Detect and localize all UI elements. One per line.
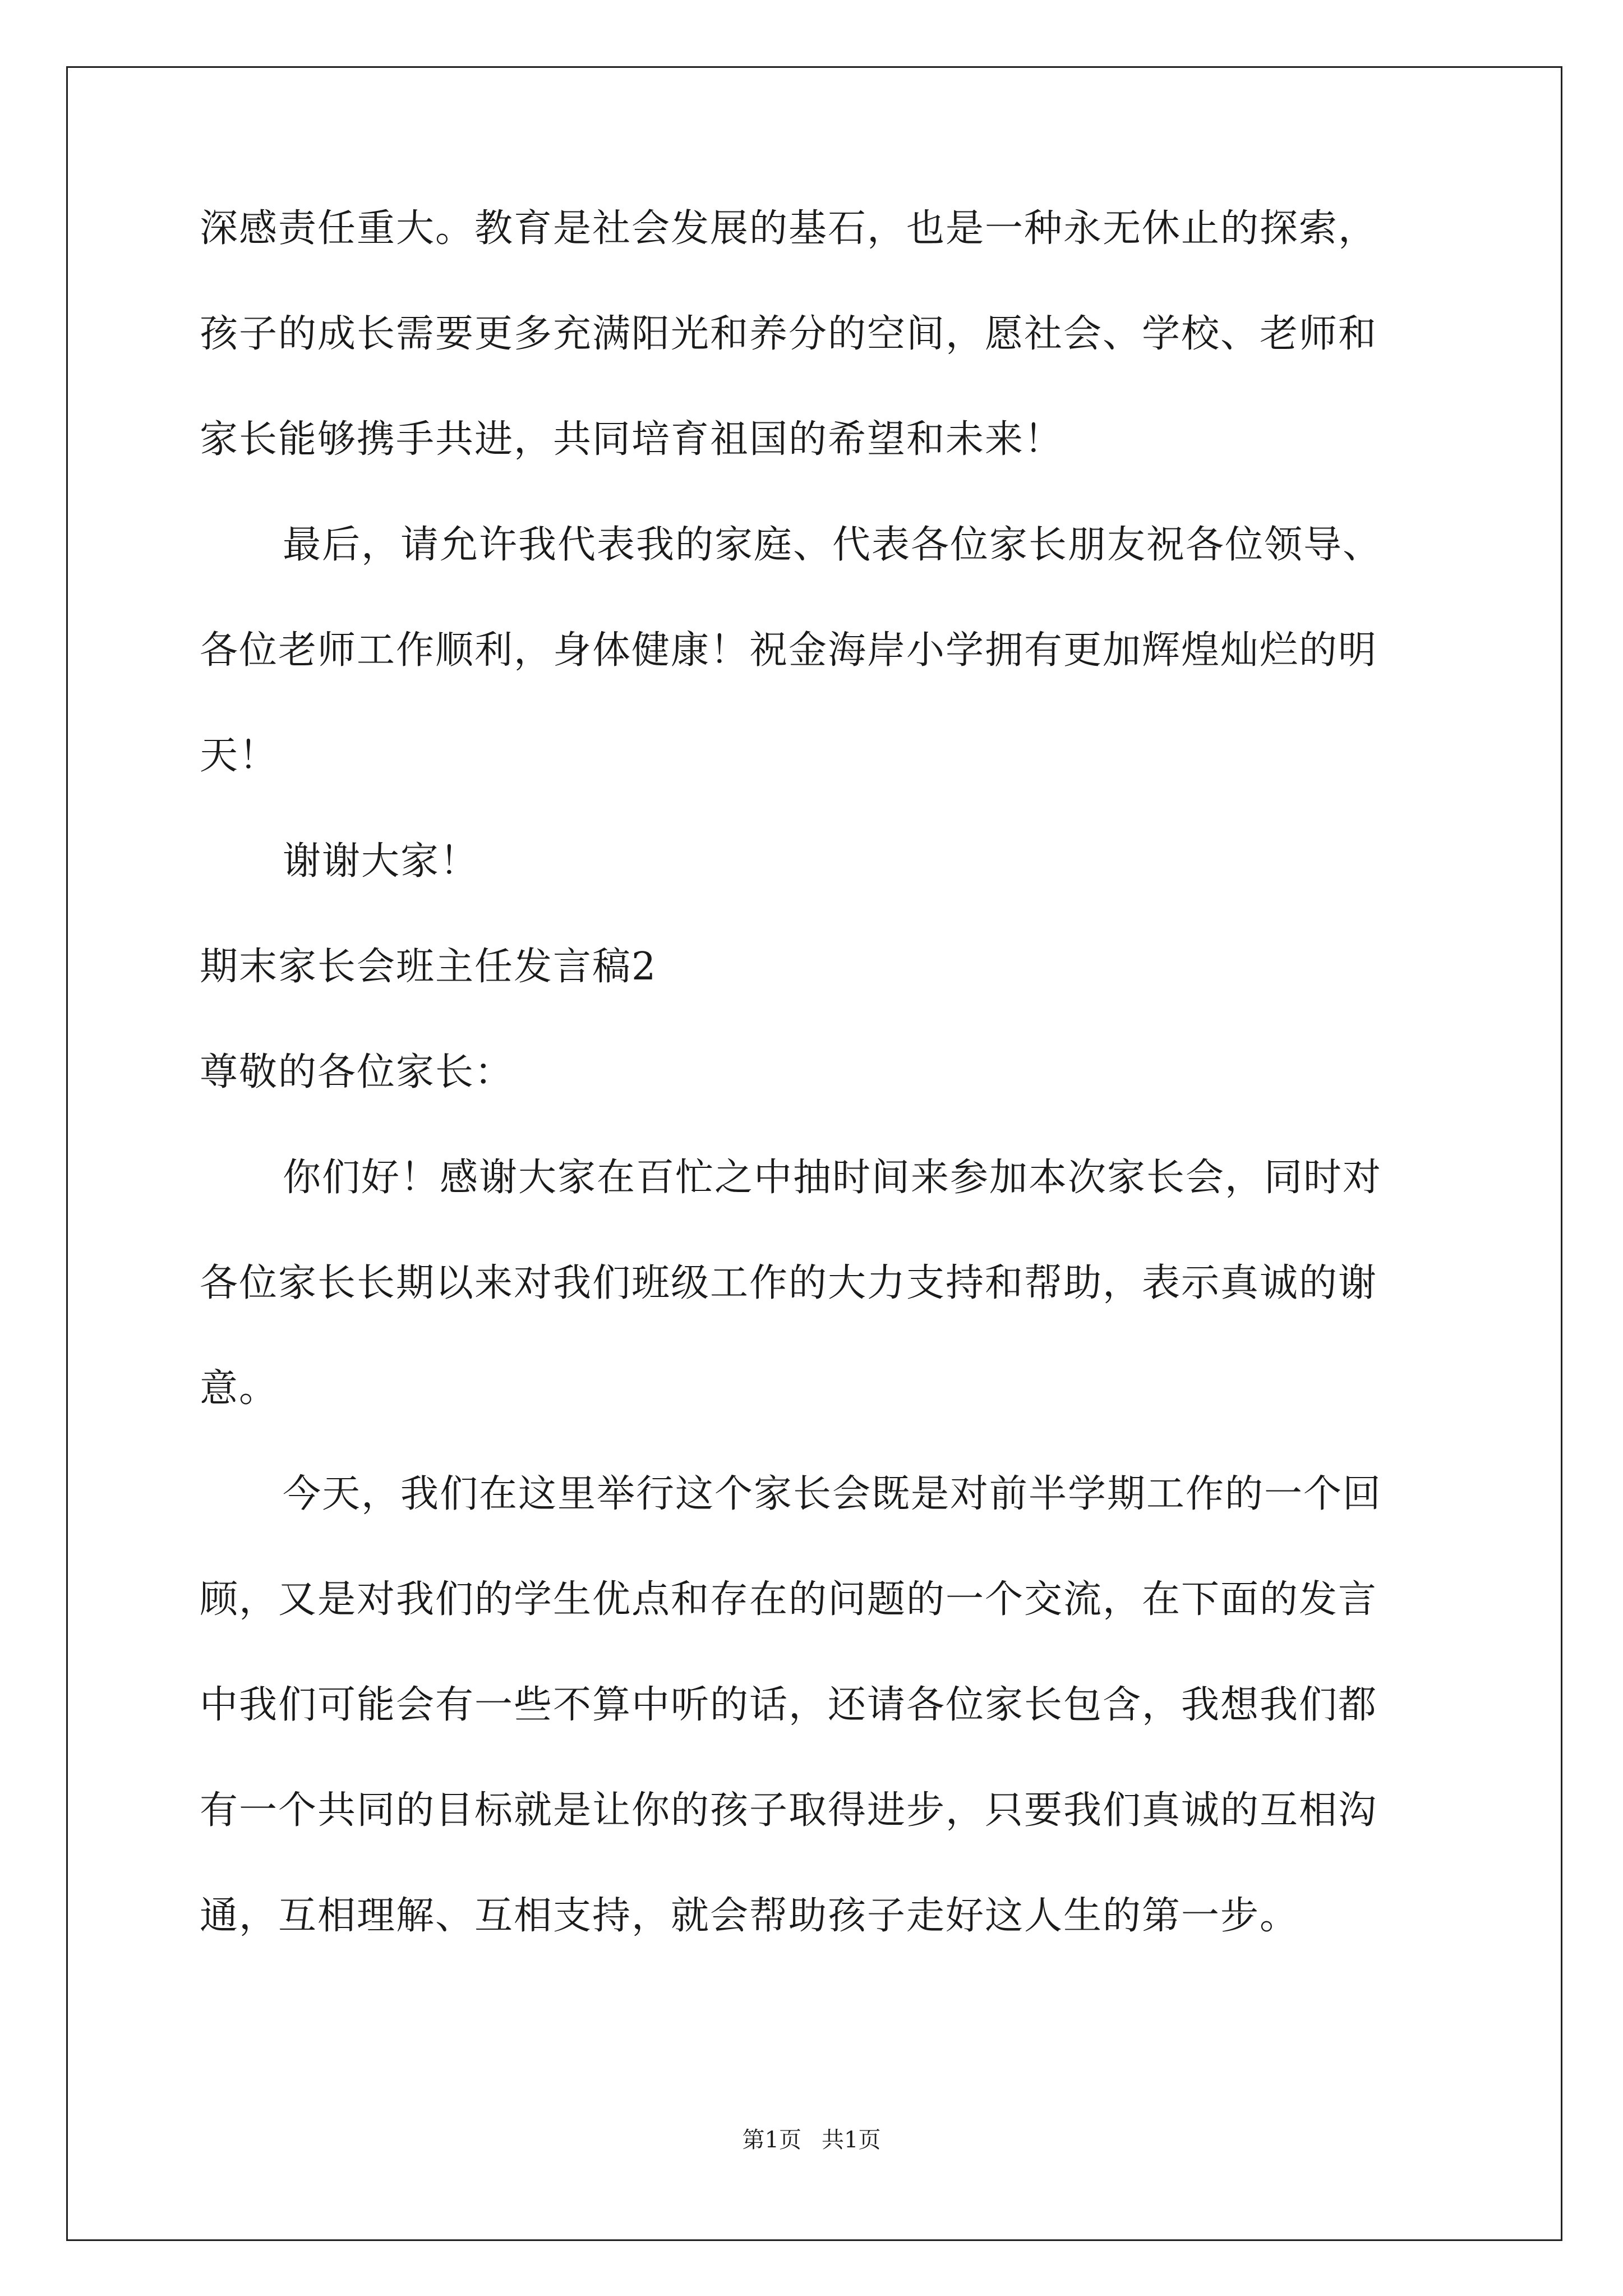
- closing-line: 谢谢大家！: [283, 839, 479, 884]
- paragraph-start-line: 最后，请允许我代表我的家庭、代表各位家长朋友祝各位领导、: [283, 523, 1382, 567]
- body-line: 各位老师工作顺利，身体健康！祝金海岸小学拥有更加辉煌灿烂的明: [200, 628, 1378, 673]
- body-line: 深感责任重大。教育是社会发展的基石，也是一种永无休止的探索，: [200, 206, 1378, 251]
- body-line: 天！: [200, 734, 279, 778]
- section-title: 期末家长会班主任发言稿2: [200, 945, 657, 989]
- body-line: 通，互相理解、互相支持，就会帮助孩子走好这人生的第一步。: [200, 1894, 1299, 1938]
- body-line: 各位家长长期以来对我们班级工作的大力支持和帮助，表示真诚的谢: [200, 1261, 1378, 1305]
- body-line: 家长能够携手共进，共同培育祖国的希望和未来！: [200, 417, 1064, 462]
- page-total: 共1页: [822, 2127, 881, 2153]
- body-line: 中我们可能会有一些不算中听的话，还请各位家长包含，我想我们都: [200, 1683, 1378, 1727]
- body-line: 有一个共同的目标就是让你的孩子取得进步，只要我们真诚的互相沟: [200, 1788, 1378, 1833]
- body-line: 孩子的成长需要更多充满阳光和养分的空间，愿社会、学校、老师和: [200, 312, 1378, 356]
- body-line: 顾，又是对我们的学生优点和存在的问题的一个交流，在下面的发言: [200, 1577, 1378, 1622]
- paragraph-start-line: 今天，我们在这里举行这个家长会既是对前半学期工作的一个回: [283, 1472, 1382, 1516]
- salutation: 尊敬的各位家长：: [200, 1050, 514, 1094]
- page-footer: [0, 2126, 1623, 2154]
- page-number: 第1页: [742, 2127, 801, 2153]
- body-line: 意。: [200, 1366, 279, 1411]
- paragraph-start-line: 你们好！感谢大家在百忙之中抽时间来参加本次家长会，同时对: [283, 1156, 1382, 1200]
